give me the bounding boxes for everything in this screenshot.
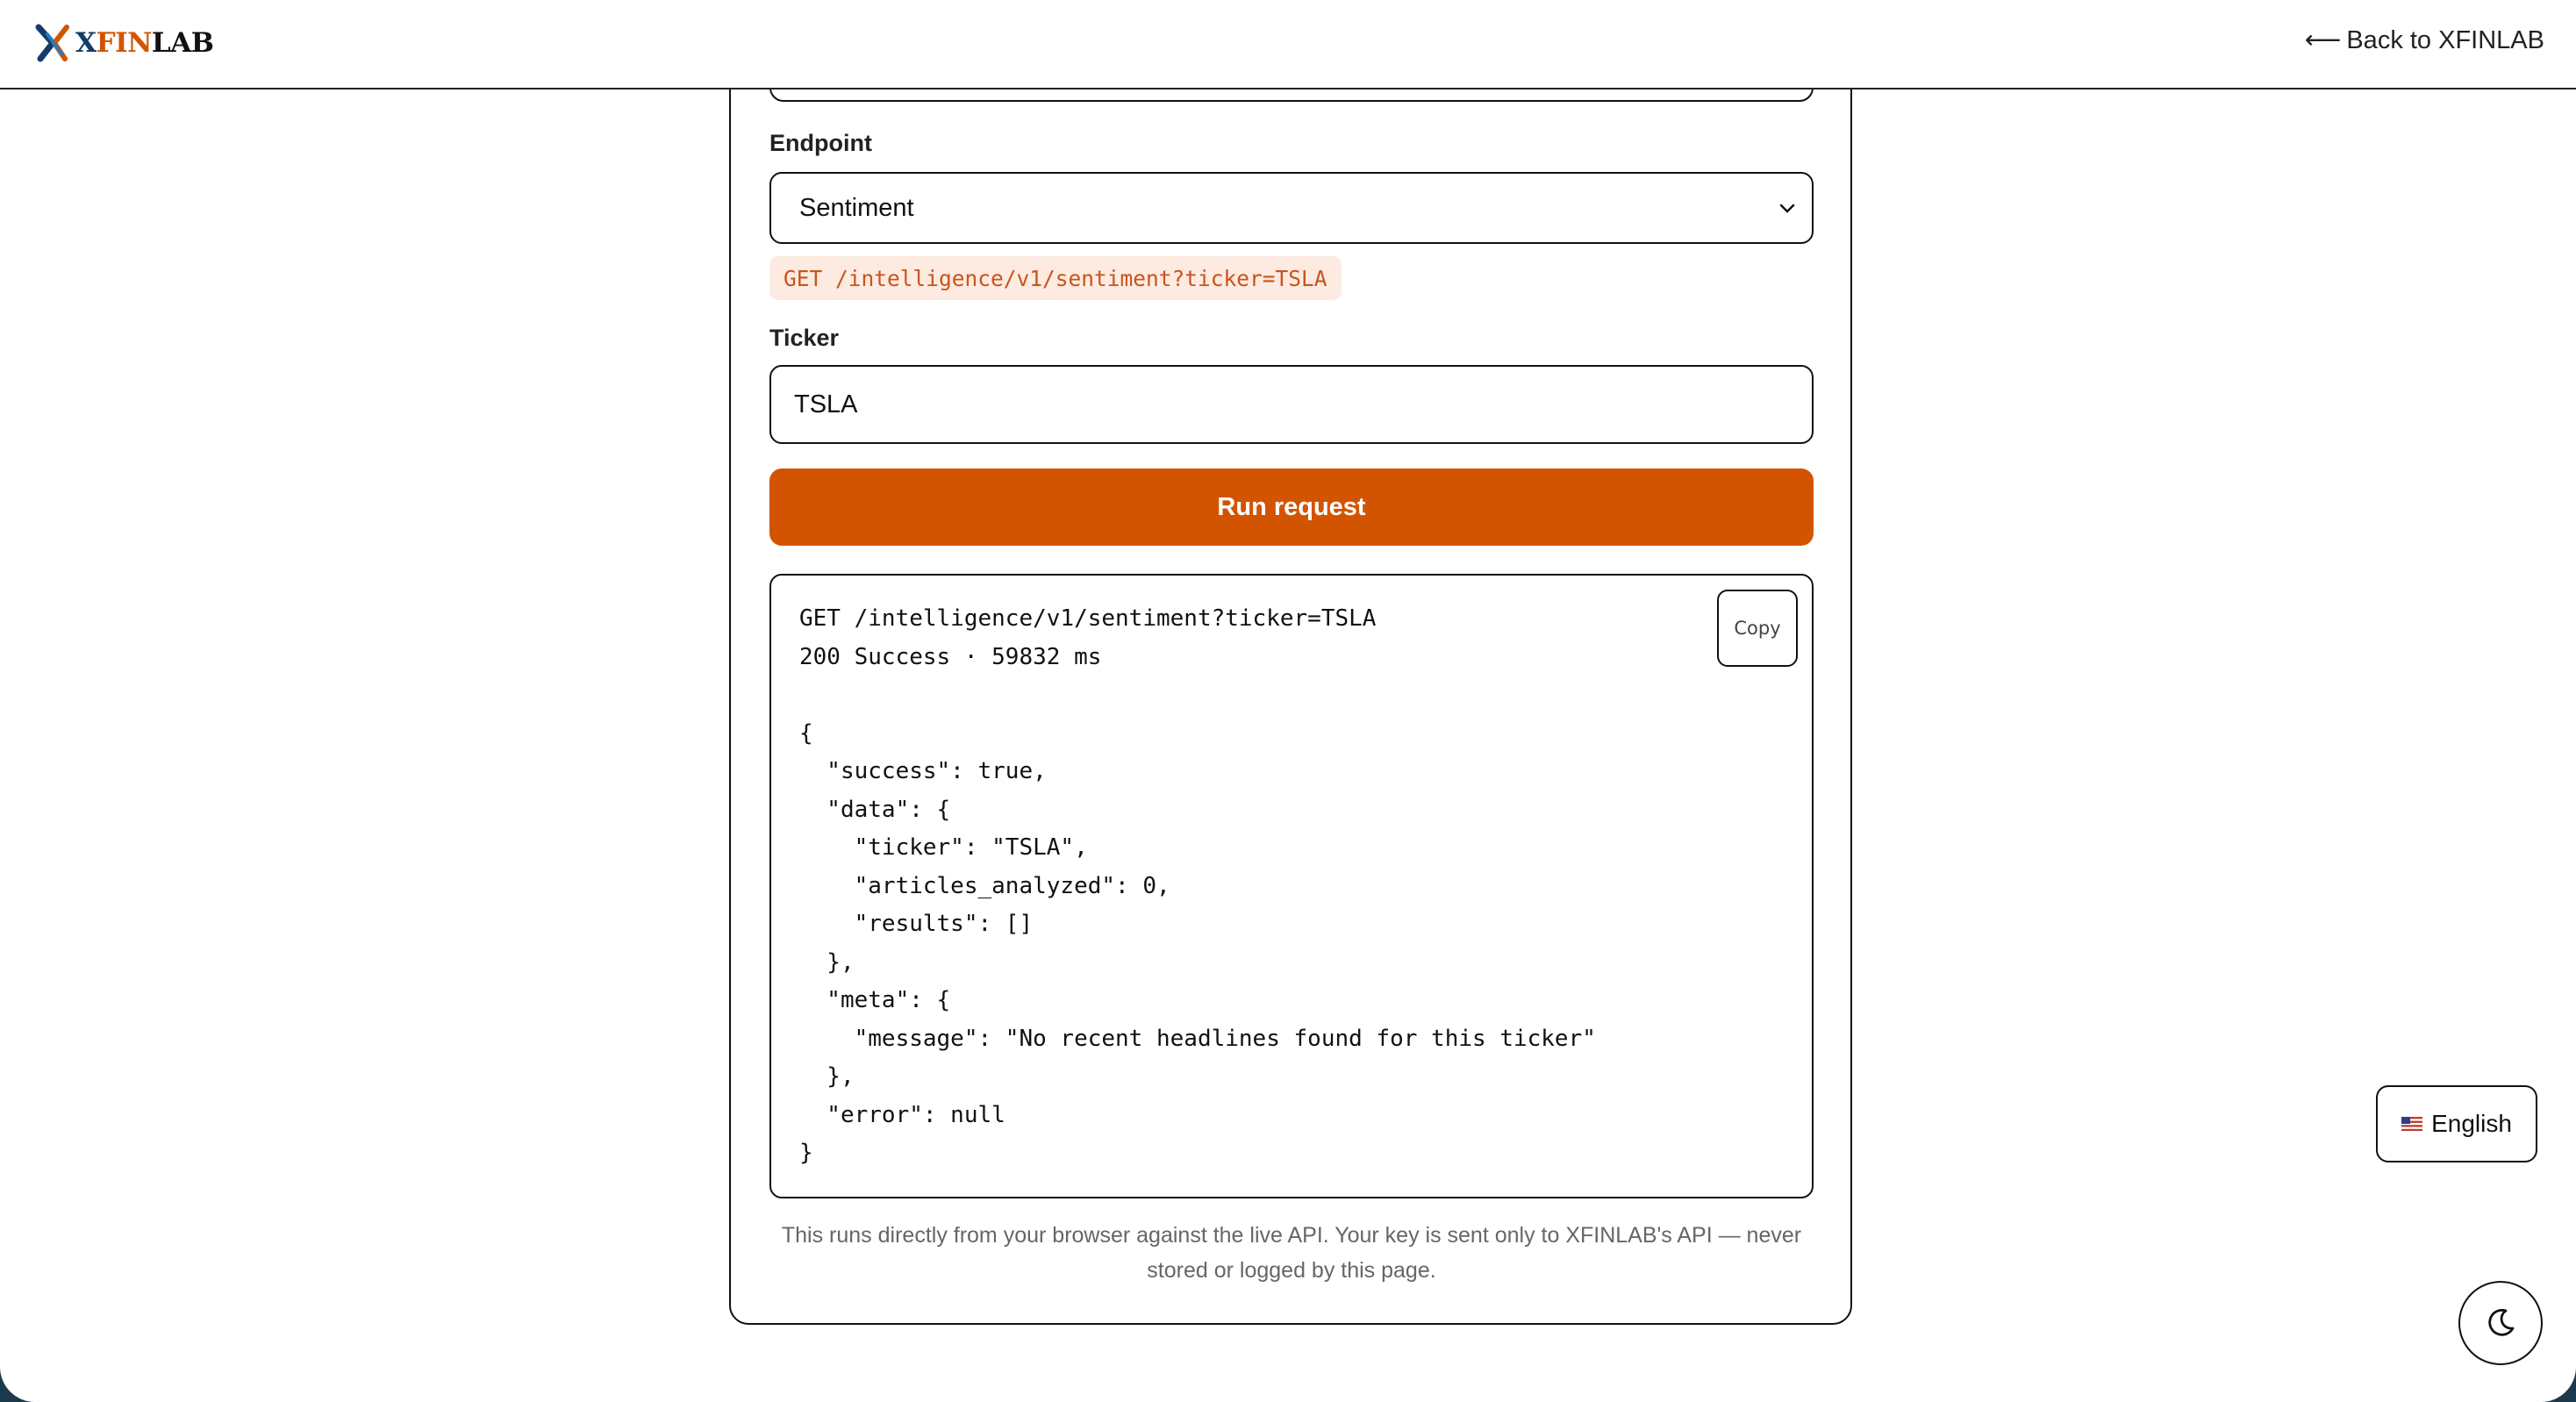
endpoint-select[interactable]: [769, 172, 1814, 244]
arrow-left-icon: ⟵: [2304, 26, 2342, 54]
endpoint-label: Endpoint: [769, 130, 872, 156]
response-line: "error": null: [799, 1101, 1005, 1128]
response-line: "ticker": "TSLA",: [799, 834, 1088, 861]
response-panel: [769, 574, 1814, 1198]
chevron-down-icon: [1775, 193, 1800, 225]
language-label: English: [2431, 1110, 2512, 1137]
response-line: {: [799, 719, 813, 747]
response-line: 200 Success · 59832 ms: [799, 643, 1102, 670]
brand-logo[interactable]: [35, 21, 213, 65]
xfinlab-logo-icon: [35, 24, 72, 62]
top-bar: [0, 0, 2576, 89]
response-line: [799, 676, 1784, 715]
back-to-xfinlab-link[interactable]: [2305, 25, 2544, 55]
response-line: "results": []: [799, 911, 1034, 937]
run-request-button[interactable]: Run request: [769, 469, 1814, 546]
response-line: }: [799, 1140, 813, 1166]
response-line: "success": true,: [799, 758, 1047, 784]
response-line: "articles_analyzed": 0,: [799, 872, 1170, 899]
response-line: },: [799, 1063, 855, 1090]
api-playground-card: [729, 35, 1852, 1325]
copy-button[interactable]: Copy: [1717, 590, 1798, 667]
response-line: GET /intelligence/v1/sentiment?ticker=TSLA: [799, 605, 1377, 632]
ticker-input[interactable]: TSLA: [769, 365, 1814, 444]
back-link-label: Back to XFINLAB: [2346, 26, 2544, 54]
brand-name: XFINLAB: [75, 27, 214, 59]
endpoint-path-chip: GET /intelligence/v1/sentiment?ticker=TSLA: [769, 256, 1342, 300]
ticker-label: Ticker: [769, 325, 840, 351]
disclaimer-text: This runs directly from your browser against the live API. Your key is sent only to XFINLAB's API — never stored or logged by this page.: [781, 1223, 1802, 1283]
response-line: },: [799, 948, 855, 976]
moon-icon: [2483, 1305, 2518, 1341]
response-line: "data": {: [799, 796, 951, 823]
theme-toggle-button[interactable]: [2458, 1281, 2543, 1365]
response-line: "message": "No recent headlines found for this ticker": [799, 1025, 1596, 1052]
response-line: "meta": {: [799, 987, 951, 1013]
us-flag-icon: [2401, 1117, 2422, 1131]
language-selector-button[interactable]: [2376, 1085, 2537, 1162]
endpoint-selected-value: Sentiment: [799, 193, 914, 222]
